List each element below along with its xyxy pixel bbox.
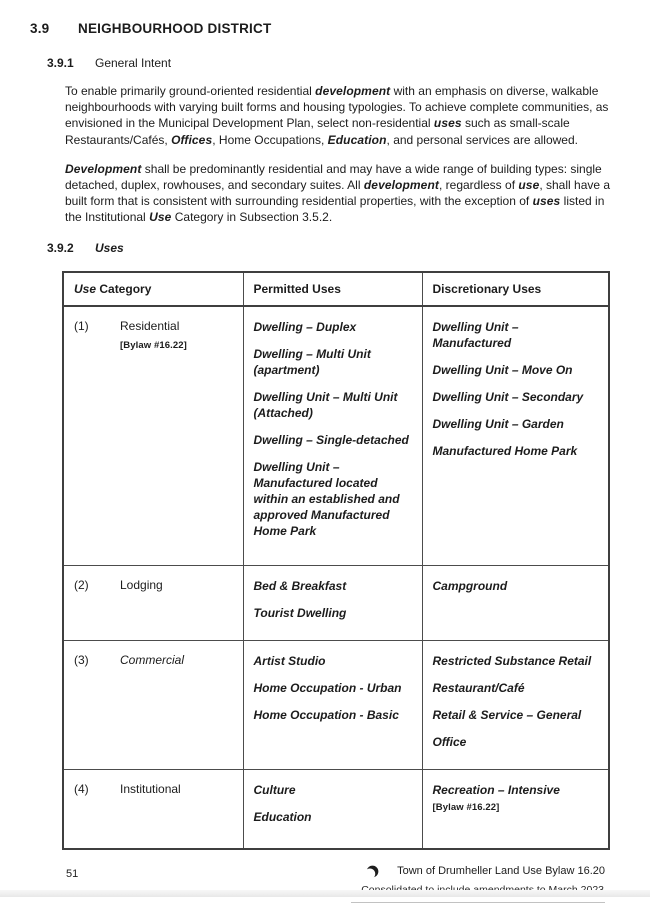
permitted-uses-cell [243, 565, 422, 640]
page-number: 51 [66, 867, 79, 880]
permitted-uses-cell [243, 769, 422, 849]
uses-number: 3.9.2 [47, 240, 74, 255]
discretionary-use-item: Restaurant/Café [432, 680, 525, 695]
permitted-uses-cell [243, 306, 422, 566]
permitted-use-item: Dwelling – Duplex [253, 319, 357, 334]
header-permitted-uses: Permitted Uses [243, 272, 422, 306]
use-category-name: Residential [120, 318, 180, 333]
discretionary-use-item: Campground [432, 578, 508, 593]
discretionary-uses-cell [422, 640, 609, 769]
table-header-row [63, 272, 609, 306]
discretionary-use-item: Dwelling Unit – Garden [432, 416, 564, 431]
discretionary-use-item: Dwelling Unit – Move On [432, 362, 573, 377]
bylaw-amendment-note: [Bylaw #16.22] [120, 339, 187, 351]
permitted-use-item: Home Occupation - Urban [253, 680, 402, 695]
discretionary-use-item: Recreation – Intensive [432, 782, 560, 797]
document-title: Town of Drumheller Land Use Bylaw 16.20 [397, 865, 605, 878]
use-category-number: (3) [74, 652, 89, 667]
use-category-cell [63, 640, 243, 769]
discretionary-use-item: Dwelling Unit – Secondary [432, 389, 584, 404]
use-category-cell [63, 565, 243, 640]
use-category-name: Institutional [120, 781, 181, 796]
permitted-use-item: Culture [253, 782, 296, 797]
table-row [63, 769, 609, 849]
discretionary-uses-cell [422, 306, 609, 566]
uses-table-body [63, 306, 609, 849]
table-row [63, 306, 609, 566]
uses-title: Uses [95, 240, 124, 255]
permitted-use-item: Home Occupation - Basic [253, 707, 399, 722]
general-intent-paragraph-1: To enable primarily ground-oriented residential development with an emphasis on diverse, walkable neighbourhoods with varying built forms and housing typologies. To achieve complete communities, as envisioned in the Municipal Development Plan, select non-residential uses such as small-scale Restaurants/Cafés, Offices, Home Occupations, Education, and personal services are allowed. [65, 84, 609, 147]
general-intent-title: General Intent [95, 56, 172, 70]
permitted-uses-cell [243, 640, 422, 769]
permitted-use-item: Education [253, 809, 312, 824]
permitted-use-item: Dwelling Unit – Manufactured located within an established and approved Manufactured Home Park [253, 459, 400, 538]
uses-heading [47, 241, 650, 255]
section-heading [30, 21, 650, 36]
document-page [0, 21, 650, 897]
general-intent-heading [47, 56, 650, 70]
section-title: NEIGHBOURHOOD DISTRICT [78, 21, 272, 36]
use-category-cell [63, 306, 243, 566]
permitted-use-item: Dwelling – Multi Unit (apartment) [253, 346, 371, 377]
use-category-name: Lodging [120, 577, 163, 592]
general-intent-paragraph-2: Development shall be predominantly residential and may have a wide range of building types: single detached, duplex, rowhouses, and secondary suites. All development, regardless of use, shall have a built form that is consistent with surrounding residential properties, with the exception of uses listed in the Institutional Use Category in Subsection 3.5.2. [65, 161, 611, 225]
header-discretionary-uses: Discretionary Uses [422, 272, 609, 306]
permitted-use-item: Tourist Dwelling [253, 605, 347, 620]
permitted-use-item: Bed & Breakfast [253, 578, 347, 593]
bylaw-amendment-note: [Bylaw #16.22] [432, 801, 500, 813]
discretionary-uses-cell [422, 565, 609, 640]
use-category-number: (4) [74, 781, 89, 796]
use-category-cell [63, 769, 243, 849]
table-row [63, 565, 609, 640]
general-intent-number: 3.9.1 [47, 56, 74, 70]
discretionary-use-item: Dwelling Unit – Manufactured [432, 319, 519, 350]
table-row [63, 640, 609, 769]
discretionary-use-item: Restricted Substance Retail [432, 653, 592, 668]
use-category-number: (1) [74, 318, 89, 333]
header-use-category: Use Category [63, 272, 243, 306]
use-category-name: Commercial [120, 652, 185, 667]
discretionary-uses-cell [422, 769, 609, 849]
section-number: 3.9 [30, 21, 50, 36]
uses-table [62, 271, 610, 850]
discretionary-use-item: Retail & Service – General [432, 707, 582, 722]
discretionary-use-item: Manufactured Home Park [432, 443, 578, 458]
use-category-number: (2) [74, 577, 89, 592]
permitted-use-item: Artist Studio [253, 653, 326, 668]
permitted-use-item: Dwelling – Single-detached [253, 432, 409, 447]
permitted-use-item: Dwelling Unit – Multi Unit (Attached) [253, 389, 398, 420]
discretionary-use-item: Office [432, 734, 467, 749]
page-bottom-shadow [0, 890, 650, 897]
